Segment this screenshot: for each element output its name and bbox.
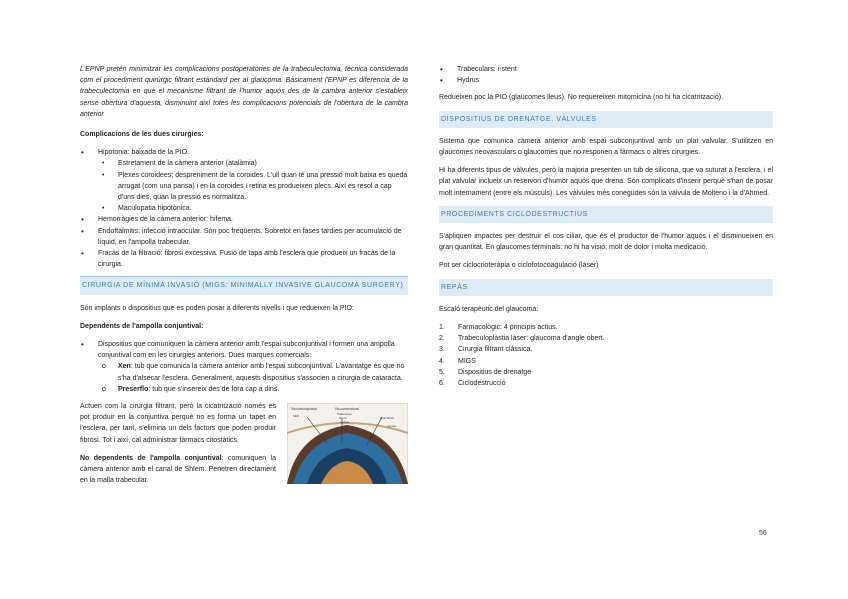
non-dependents-paragraph: No dependents de l'ampolla conjuntival: comuniquen la càmera anterior amb el canal de Shlem. Penetren directament en la malla trabecular. <box>80 454 276 485</box>
list-item: o Preserflo: tub que s'insereix des de fora cap a dins. <box>80 384 408 395</box>
sublist <box>80 361 408 395</box>
dependents-title: Dependents de l'ampolla conjuntival: <box>80 322 204 330</box>
list-item: 5. Dispositius de drenatge <box>439 368 532 376</box>
migs-intro: Són implants o dispositius que es poden posar a diferents nivells i que redueixen la PIO: <box>80 304 354 312</box>
section-heading-drainage: DISPOSITIUS DE DRENATGE. VÀLVULES <box>439 111 773 128</box>
drainage-paragraph-2: Hi ha diferents tipus de vàlvules, però la majoria presenten un tub de silicona, que va suturat a l'esclera, i el plat valvular inclueix un reservori d'humor aquós que drena. Són complicats d'inserir perquè s'han de posar molt internament (entre els músculs). Les vàlvules més conegudes són la vàlvula de Molteno i la d'Ahmed. <box>439 167 773 197</box>
figure-label: iStent <box>339 416 347 421</box>
top-list <box>439 64 773 86</box>
cyclo-paragraph-1: S'apliquen impactes per destruir el cos ciliar, que és el productor de l'humor aquós i el disminueixen en gran quantitat. En glaucomes terminals: no hi ha visió, molt de dolor i molta medicació. <box>439 233 773 252</box>
figure-label: Gold Shunt <box>380 416 394 421</box>
sublist <box>80 158 408 214</box>
list-item: 2. Trabeculoplàstia làser: glaucoma d'angle obert. <box>439 335 605 343</box>
list-item: o Xen: tub que comunica la càmera anterior amb l'espai subconjuntival. L'avantatge és que no s'ha d'alsecar l'esclera. Generalment, aquests dispositius s'associen a cirurgia de cataracta. <box>80 361 408 383</box>
complications-title: Complicacions de les dues cirurgies: <box>80 131 204 139</box>
intro-paragraph: L'EPNP pretén minimitzar les complicacions postoperatòries de la trabeculectomia, tècnica considerada com el procediment quirúrgic filtrant estàndard per al glaucoma. Bàsicament l'EPNP es diferencia de la trabeculectomia en què el mecanisme filtrant de l'humor aquós des de la cambra anterior s'estableix sense obertura d'aquesta, disminuint així totes les complicacions potencials de l'obertura de la cambra anterior <box>80 66 408 118</box>
right-column <box>439 64 773 389</box>
section-heading-cyclodestructive: PROCEDIMENTS CICLODESTRUCTIUS <box>439 206 773 223</box>
figure-text <box>80 401 276 486</box>
figure-label: Via convencional <box>335 407 360 412</box>
figure-label: Via subconjuntival <box>291 407 317 412</box>
list-item: 4. MIGS <box>439 357 476 365</box>
list-item: 6. Ciclodestrucció <box>439 380 506 388</box>
figure-row <box>80 401 408 486</box>
drainage-paragraph-1: Sistema que comunica càmera anterior amb espai subconjuntival amb un plat valvular. S'utilitzen en glaucomes neovasculars o glaucomes que no responen a fàrmacs o altres cirurgies. <box>439 137 773 157</box>
figure-label: Cypass <box>387 424 397 429</box>
review-list <box>439 322 773 389</box>
list-item: • Hydrus <box>439 75 773 86</box>
review-intro: Escaló terapèutic del glaucoma: <box>439 305 539 313</box>
list-item: • Dispositius que comuniquen la càmera anterior amb l'espai subconjuntival i formen una ampolla conjuntival com en les cirurgies anteriors. Dues marques comercials: o Xen: tub que comunica la càmera anterior amb l'espai subconjuntival. L'avantatge és que no s'ha d'alsecar l'esclera. Generalment, aquests dispositius s'associen a cirurgia de cataracta. o Preserflo: tub que s'insereix des de fora cap a dins. <box>80 339 408 395</box>
eye-diagram-image <box>287 403 408 484</box>
top-paragraph: Redueixen poc la PIO (glaucomes lleus). No requereixen mitomicina (no hi ha cicatrització). <box>439 94 724 102</box>
list-item: 1. Farmacològic: 4 principis actius. <box>439 324 558 332</box>
page-number: 56 <box>759 530 767 537</box>
list-item: 3. Cirurgia filtrant clàssica. <box>439 346 533 354</box>
figure-label: Trabectome <box>337 412 352 417</box>
fig-paragraph: Actuen com la cirurgia filtrant, però la cicatrització només es pot produir en la conjuntiva perquè no es forma un tapet en l'esclera, per tant, s'elimina un dels factors que poden produir fibrosi. Tot i així, cal administrar fàrmacs citostàtics. <box>80 403 276 444</box>
complications-list <box>80 147 408 270</box>
list-item: • Endoftalmitis: infecció intraocular. Són poc freqüents. Sobretot en fases tardies per acumulació de líquid, en l'ampolla trabecular. <box>80 226 408 248</box>
cyclo-paragraph-2: Pot ser ciclocrioteràpia o ciclofotocoagulació (làser) <box>439 262 599 270</box>
figure-label: XEN <box>293 414 299 419</box>
list-item: • Plexes coroidees; despreniment de la coroides. L'ull quan té una pressió molt baixa es queda arrugat (com una pansa) i en la coroides i retina es produeixen plecs. Així es resol a cap d'uns dies, quan la pressió es normalitza. <box>80 170 408 204</box>
list-item: • Hipotonia: baixada de la PIO. • Estretament de la càmera anterior (atalàmia) • Plexes coroidees; despreniment de la coroides. L'ull quan té una pressió molt baixa es queda arrugat (com una pansa) i en la coroides i retina es produeixen plecs. Així es resol a cap d'uns dies, quan la pressió es normalitza. • Maculopatia hipotònica. <box>80 147 408 214</box>
list-item: • Trabeculars: i-stent <box>439 64 773 75</box>
section-heading-migs: CIRURGIA DE MÍNIMA INVASIÓ (MIGS: MINIMALLY INVASIVE GLAUCOMA SURGERY) <box>80 276 408 294</box>
dependents-list <box>80 339 408 395</box>
list-item: • Fracàs de la filtració: fibrosi excessiva. Fusió de tapa amb l'esclera que produeix un fracàs de la cirurgia. <box>80 248 408 270</box>
list-item: • Estretament de la càmera anterior (atalàmia) <box>80 158 408 169</box>
section-heading-review: REPÀS <box>439 279 773 296</box>
list-item: • Maculopatia hipotònica. <box>80 203 408 214</box>
left-column <box>80 64 408 494</box>
list-item: • Hemorràgies de la càmera anterior: hifema. <box>80 214 408 225</box>
figure-label: Hydrus <box>340 420 349 425</box>
